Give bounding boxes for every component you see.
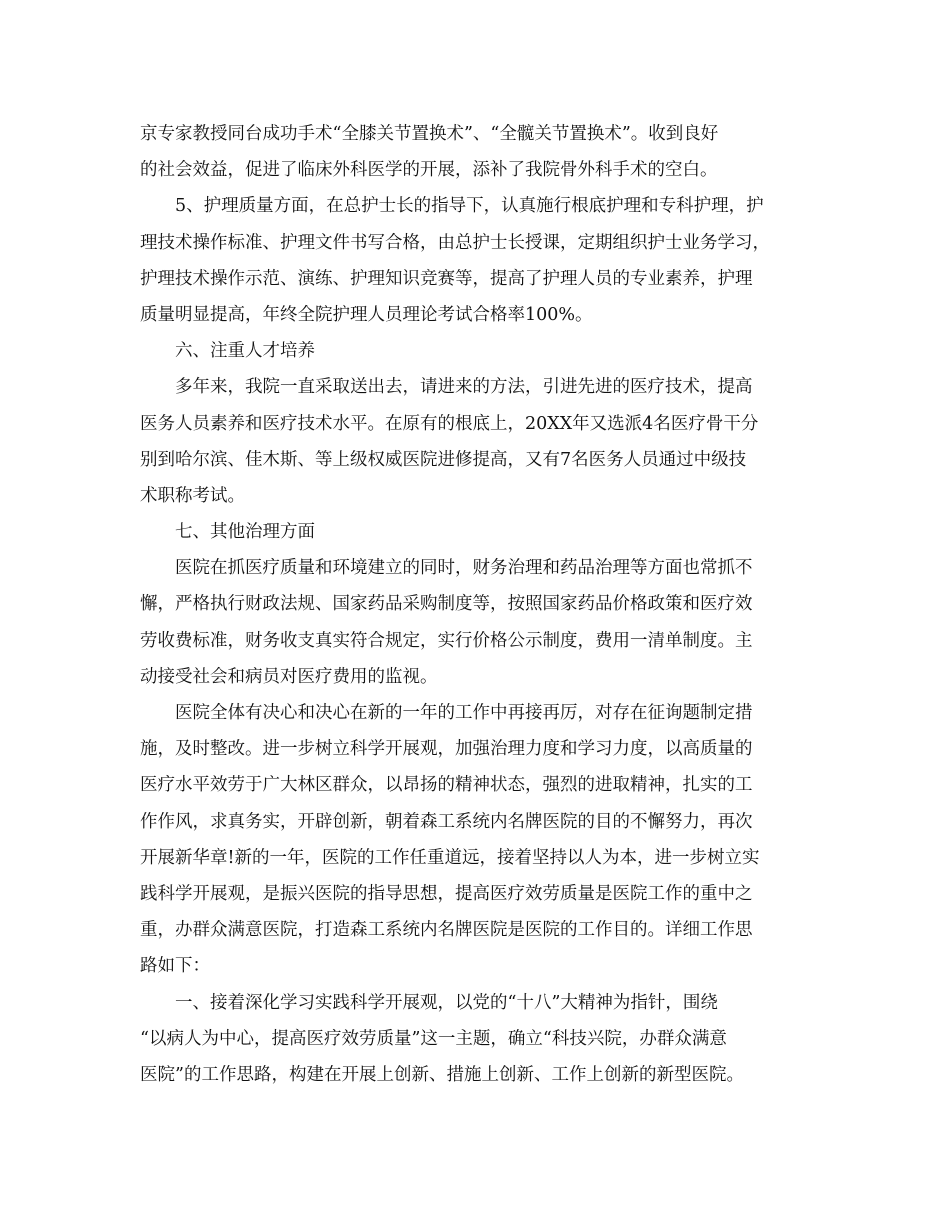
text-line: 医院”的工作思路，构建在开展上创新、措施上创新、工作上创新的新型医院。 <box>140 1064 744 1085</box>
text-line: 理技术操作标准、护理文件书写合格，由总护士长授课，定期组织护士业务学习， <box>140 232 770 253</box>
text-line: 医院全体有决心和决心在新的一年的工作中再接再厉，对存在征询题制定措 <box>175 703 753 723</box>
text-line: 施，及时整改。进一步树立科学开展观，加强治理力度和学习力度，以高质量的 <box>140 739 753 760</box>
text-line: 医务人员素养和医疗技术水平。在原有的根底上，20XX年又选派4名医疗骨干分 <box>140 413 759 434</box>
text-line: 5、护理质量方面，在总护士长的指导下，认真施行根底护理和专科护理，护 <box>175 196 764 217</box>
text-line: 作作风，求真务实，开辟创新，朝着森工系统内名牌医院的目的不懈努力，再次 <box>140 811 753 832</box>
text-line: “以病人为中心，提高医疗效劳质量”这一主题，确立“科技兴院，办群众满意 <box>140 1028 727 1049</box>
text-line: 别到哈尔滨、佳木斯、等上级权威医院进修提高，又有7名医务人员通过中级技 <box>140 449 747 470</box>
text-line: 医疗水平效劳于广大林区群众，以昂扬的精神状态，强烈的进取精神，扎实的工 <box>140 775 753 796</box>
text-line: 路如下： <box>140 956 210 977</box>
text-line: 懈，严格执行财政法规、国家药品采购制度等，按照国家药品价格政策和医疗效 <box>140 594 753 615</box>
text-line: 京专家教授同台成功手术“全膝关节置换术”、“全髋关节置换术”。收到良好 <box>140 124 719 144</box>
text-line: 质量明显提高，年终全院护理人员理论考试合格率100%。 <box>140 304 593 325</box>
document-body <box>140 116 808 1093</box>
text-line: 践科学开展观，是振兴医院的指导思想，提高医疗效劳质量是医院工作的重中之 <box>140 883 753 904</box>
text-line: 医院在抓医疗质量和环境建立的同时，财务治理和药品治理等方面也常抓不 <box>175 558 753 579</box>
text-line: 劳收费标准，财务收支真实符合规定，实行价格公示制度，费用一清单制度。主 <box>140 630 753 651</box>
text-line: 护理技术操作示范、演练、护理知识竞赛等，提高了护理人员的专业素养，护理 <box>140 268 753 289</box>
text-line: 开展新华章!新的一年，医院的工作任重道远，接着坚持以人为本，进一步树立实 <box>140 847 760 868</box>
text-line: 重，办群众满意医院，打造森工系统内名牌医院是医院的工作目的。详细工作思 <box>140 920 753 941</box>
text-line: 的社会效益，促进了临床外科医学的开展，添补了我院骨外科手术的空白。 <box>140 160 718 181</box>
text-line: 动接受社会和病员对医疗费用的监视。 <box>140 666 438 687</box>
text-line: 术职称考试。 <box>140 485 245 506</box>
text-line: 一、接着深化学习实践科学开展观，以党的“十八”大精神为指针，围绕 <box>175 992 718 1013</box>
text-line: 六、注重人才培养 <box>175 341 315 362</box>
text-line: 七、其他治理方面 <box>175 522 315 543</box>
text-line: 多年来，我院一直采取送出去，请进来的方法，引进先进的医疗技术，提高 <box>175 377 753 398</box>
